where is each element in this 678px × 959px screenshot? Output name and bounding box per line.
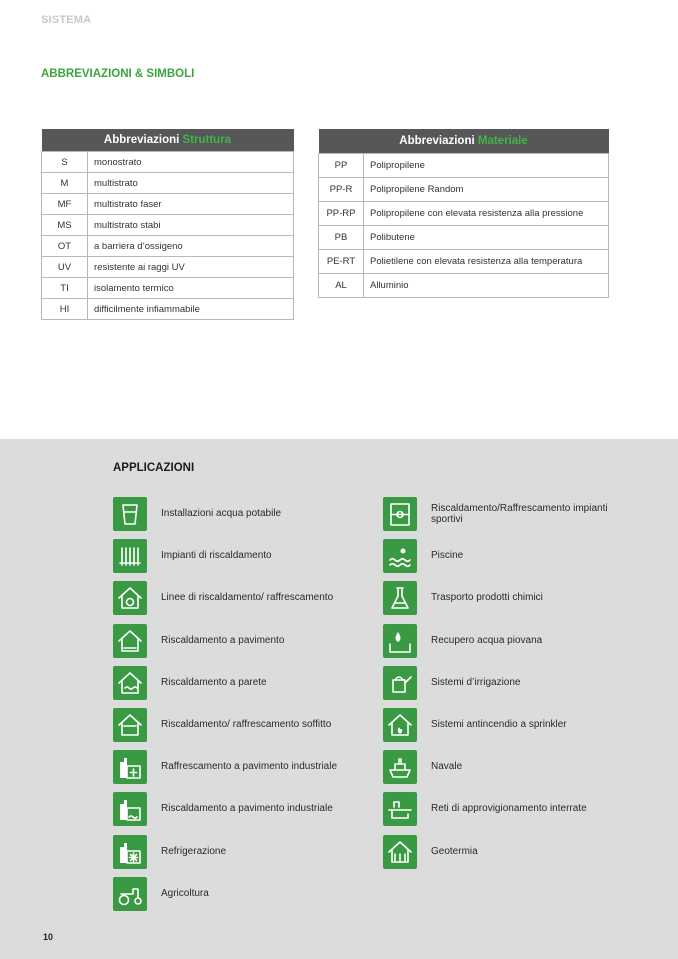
application-item xyxy=(383,666,623,700)
table-row xyxy=(319,202,609,226)
underground-network-icon xyxy=(383,792,417,826)
abbreviation-code: PE-RT xyxy=(319,250,364,274)
drinking-water-glass-icon xyxy=(113,497,147,531)
application-label: Trasporto prodotti chimici xyxy=(431,592,543,603)
application-label: Piscine xyxy=(431,550,464,561)
abbreviation-code: PP-RP xyxy=(319,202,364,226)
abbreviation-code: UV xyxy=(42,257,88,278)
application-item xyxy=(383,624,623,658)
ceiling-heating-icon xyxy=(113,708,147,742)
floor-heating-icon xyxy=(113,624,147,658)
watering-can-icon xyxy=(383,666,417,700)
abbreviation-description: multistrato stabi xyxy=(88,215,294,236)
application-label: Geotermia xyxy=(431,846,478,857)
application-item xyxy=(383,581,623,615)
application-item xyxy=(113,877,353,911)
application-label: Installazioni acqua potabile xyxy=(161,508,282,519)
table-row xyxy=(42,173,294,194)
application-label: Riscaldamento a pavimento xyxy=(161,635,285,646)
abbreviation-description: Polibutene xyxy=(364,226,609,250)
page-heading: ABBREVIAZIONI & SIMBOLI xyxy=(41,68,195,80)
application-label: Navale xyxy=(431,761,463,772)
application-item xyxy=(383,539,623,573)
table-title-highlight: Materiale xyxy=(477,135,528,147)
abbreviation-code: PB xyxy=(319,226,364,250)
abbreviation-description: Alluminio xyxy=(364,274,609,298)
abbreviation-description: multistrato faser xyxy=(88,194,294,215)
abbreviation-code: S xyxy=(42,152,88,173)
table-title-main: Abbreviazioni xyxy=(103,134,180,146)
table-row xyxy=(319,154,609,178)
table-abbreviazioni-materiale xyxy=(318,129,609,298)
abbreviation-code: TI xyxy=(42,278,88,299)
abbreviation-code: HI xyxy=(42,299,88,320)
application-label: Riscaldamento a parete xyxy=(161,677,267,688)
application-item xyxy=(113,581,353,615)
geothermal-icon xyxy=(383,835,417,869)
section-label: SISTEMA xyxy=(41,14,92,26)
industrial-floor-heating-icon xyxy=(113,792,147,826)
radiator-icon xyxy=(113,539,147,573)
table-header xyxy=(319,129,609,154)
application-item xyxy=(113,666,353,700)
application-label: Sistemi antincendio a sprinkler xyxy=(431,719,567,730)
abbreviation-code: AL xyxy=(319,274,364,298)
application-item xyxy=(113,835,353,869)
table-row xyxy=(42,236,294,257)
application-item xyxy=(383,792,623,826)
abbreviation-code: M xyxy=(42,173,88,194)
application-label: Reti di approvigionamento interrate xyxy=(431,803,587,814)
refrigeration-icon xyxy=(113,835,147,869)
application-label: Agricoltura xyxy=(161,888,209,899)
application-label: Sistemi d’irrigazione xyxy=(431,677,521,688)
abbreviation-description: isolamento termico xyxy=(88,278,294,299)
application-item xyxy=(113,624,353,658)
chemical-flask-icon xyxy=(383,581,417,615)
table-abbreviazioni-struttura xyxy=(41,129,294,320)
ship-icon xyxy=(383,750,417,784)
tractor-icon xyxy=(113,877,147,911)
application-item xyxy=(383,708,623,742)
abbreviation-description: Polietilene con elevata resistenza alla temperatura xyxy=(364,250,609,274)
abbreviation-code: PP-R xyxy=(319,178,364,202)
application-item xyxy=(113,750,353,784)
page-number: 10 xyxy=(43,932,54,942)
table-row xyxy=(42,194,294,215)
abbreviation-description: Polipropilene Random xyxy=(364,178,609,202)
swimming-pool-icon xyxy=(383,539,417,573)
rainwater-icon xyxy=(383,624,417,658)
abbreviation-description: Polipropilene con elevata resistenza alla pressione xyxy=(364,202,609,226)
application-label: Riscaldamento a pavimento industriale xyxy=(161,803,333,814)
wall-heating-icon xyxy=(113,666,147,700)
application-label: Refrigerazione xyxy=(161,846,227,857)
abbreviation-description: multistrato xyxy=(88,173,294,194)
abbreviation-description: Polipropilene xyxy=(364,154,609,178)
table-row xyxy=(42,215,294,236)
table-row xyxy=(42,299,294,320)
application-label: Impianti di riscaldamento xyxy=(161,550,272,561)
application-label: Riscaldamento/ raffrescamento soffitto xyxy=(161,719,332,730)
abbreviation-code: PP xyxy=(319,154,364,178)
application-label: Recupero acqua piovana xyxy=(431,635,543,646)
table-row xyxy=(319,274,609,298)
application-item xyxy=(383,835,623,869)
table-title-highlight: Struttura xyxy=(182,134,232,146)
abbreviation-code: OT xyxy=(42,236,88,257)
table-row xyxy=(42,152,294,173)
table-row xyxy=(42,278,294,299)
application-item xyxy=(383,497,623,531)
table-header xyxy=(42,129,294,152)
application-item xyxy=(113,539,353,573)
application-label: Riscaldamento/Raffrescamento impianti sportivi xyxy=(431,503,608,525)
fire-sprinkler-icon xyxy=(383,708,417,742)
abbreviation-code: MS xyxy=(42,215,88,236)
abbreviation-description: a barriera d’ossigeno xyxy=(88,236,294,257)
application-label: Raffrescamento a pavimento industriale xyxy=(161,761,338,772)
table-title-main: Abbreviazioni xyxy=(399,135,475,147)
applicazioni-title: APPLICAZIONI xyxy=(113,462,195,474)
application-item xyxy=(113,497,353,531)
table-row xyxy=(319,226,609,250)
table-row xyxy=(319,178,609,202)
application-item xyxy=(113,708,353,742)
abbreviation-description: resistente ai raggi UV xyxy=(88,257,294,278)
application-item xyxy=(383,750,623,784)
table-row xyxy=(42,257,294,278)
abbreviation-code: MF xyxy=(42,194,88,215)
application-label: Linee di riscaldamento/ raffrescamento xyxy=(161,592,334,603)
house-heating-cooling-icon xyxy=(113,581,147,615)
abbreviation-description: difficilmente infiammabile xyxy=(88,299,294,320)
applicazioni-panel xyxy=(0,439,678,959)
abbreviation-description: monostrato xyxy=(88,152,294,173)
sports-field-icon xyxy=(383,497,417,531)
application-item xyxy=(113,792,353,826)
table-row xyxy=(319,250,609,274)
industrial-floor-cooling-icon xyxy=(113,750,147,784)
